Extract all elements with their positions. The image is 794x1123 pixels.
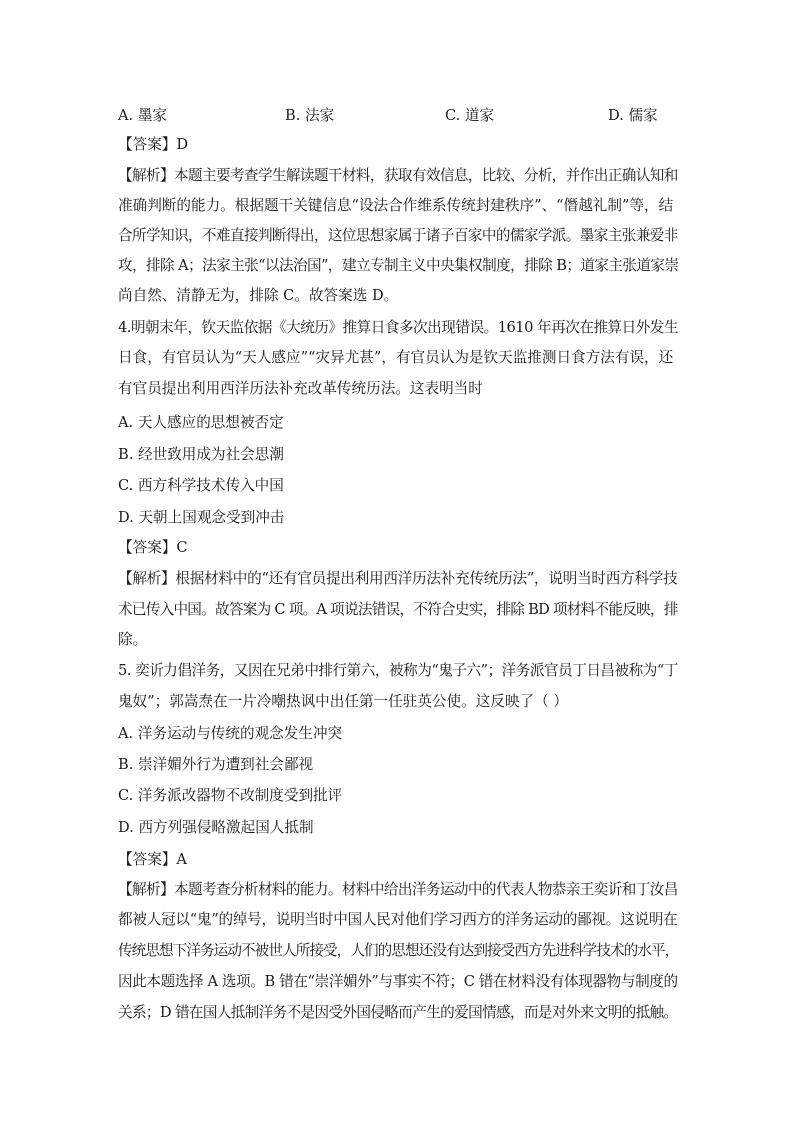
q3-option-b: B. 法家	[285, 107, 335, 124]
q5-option-d: D. 西方列强侵略激起国人抵制	[118, 819, 314, 836]
q4-stem-line: 有官员提出利用西洋历法补充改革传统历法。这表明当时	[118, 380, 483, 397]
q5-analysis-line: 都被人冠以“鬼”的绰号，说明当时中国人民对他们学习西方的洋务运动的鄙视。这说明在	[118, 911, 678, 928]
q4-analysis-line: 【解析】根据材料中的“还有官员提出利用西洋历法补充传统历法”，说明当时西方科学技	[118, 570, 678, 587]
q3-analysis-line: 合所学知识，不难直接判断得出，这位思想家属于诸子百家中的儒家学派。墨家主张兼爱非	[118, 227, 678, 244]
q3-option-d: D. 儒家	[608, 107, 658, 124]
q3-analysis-line: 攻，排除 A；法家主张“以法治国”，建立专制主义中央集权制度，排除 B；道家主张道家崇	[118, 257, 679, 274]
q4-option-d: D. 天朝上国观念受到冲击	[118, 509, 285, 526]
q3-option-a: A. 墨家	[118, 107, 168, 124]
q5-stem-line: 5. 奕䜣力倡洋务，又因在兄弟中排行第六，被称为“鬼子六”；洋务派官员丁日昌被称为“丁	[118, 662, 678, 679]
q4-stem-line: 日食，有官员认为“天人感应”“灾异尤甚”，有官员认为是钦天监推测日食方法有误，还	[118, 349, 674, 366]
q4-option-b: B. 经世致用成为社会思潮	[118, 446, 284, 463]
q5-analysis-line: 因此本题选择 A 选项。B 错在“崇洋媚外”与事实不符；C 错在材料没有体现器物与制度的	[118, 973, 678, 990]
q4-answer: 【答案】C	[118, 539, 188, 556]
q5-option-b: B. 崇洋媚外行为遭到社会鄙视	[118, 756, 314, 773]
q4-analysis-line: 除。	[118, 631, 148, 648]
q5-analysis-line: 关系；D 错在国人抵制洋务不是因受外国侵略而产生的爱国情感，而是对外来文明的抵触。	[118, 1004, 678, 1021]
q5-option-c: C. 洋务派改器物不改制度受到批评	[118, 787, 343, 804]
q3-options	[118, 104, 678, 124]
q5-stem-line: 鬼奴”；郭嵩焘在一片冷嘲热讽中出任第一任驻英公使。这反映了（ ）	[118, 693, 568, 710]
q4-analysis-line: 术已传入中国。故答案为 C 项。A 项说法错误，不符合史实，排除 BD 项材料不能反映，排	[118, 601, 678, 618]
q4-stem-line: 4.明朝末年，钦天监依据《大统历》推算日食多次出现错误。1610 年再次在推算日外发生	[118, 319, 679, 336]
q5-answer: 【答案】A	[118, 851, 187, 868]
q3-analysis-line: 准确判断的能力。根据题干关键信息“设法合作维系传统封建秩序”、“僭越礼制”等，结	[118, 197, 674, 214]
q4-option-a: A. 天人感应的思想被否定	[118, 414, 284, 431]
q4-option-c: C. 西方科学技术传入中国	[118, 477, 284, 494]
q3-analysis-line: 尚自然、清静无为，排除 C。故答案选 D。	[118, 287, 399, 304]
q3-option-c: C. 道家	[445, 107, 495, 124]
q5-analysis-line: 传统思想下洋务运动不被世人所接受，人们的思想还没有达到接受西方先进科学技术的水平，	[118, 942, 679, 959]
q5-analysis-line: 【解析】本题考查分析材料的能力。材料中给出洋务运动中的代表人物恭亲王奕䜣和丁汝昌	[118, 881, 678, 898]
q3-analysis-line: 【解析】本题主要考查学生解读题干材料，获取有效信息，比较、分析，并作出正确认知和	[118, 167, 678, 184]
q5-option-a: A. 洋务运动与传统的观念发生冲突	[118, 725, 343, 742]
q3-answer: 【答案】D	[118, 136, 189, 153]
